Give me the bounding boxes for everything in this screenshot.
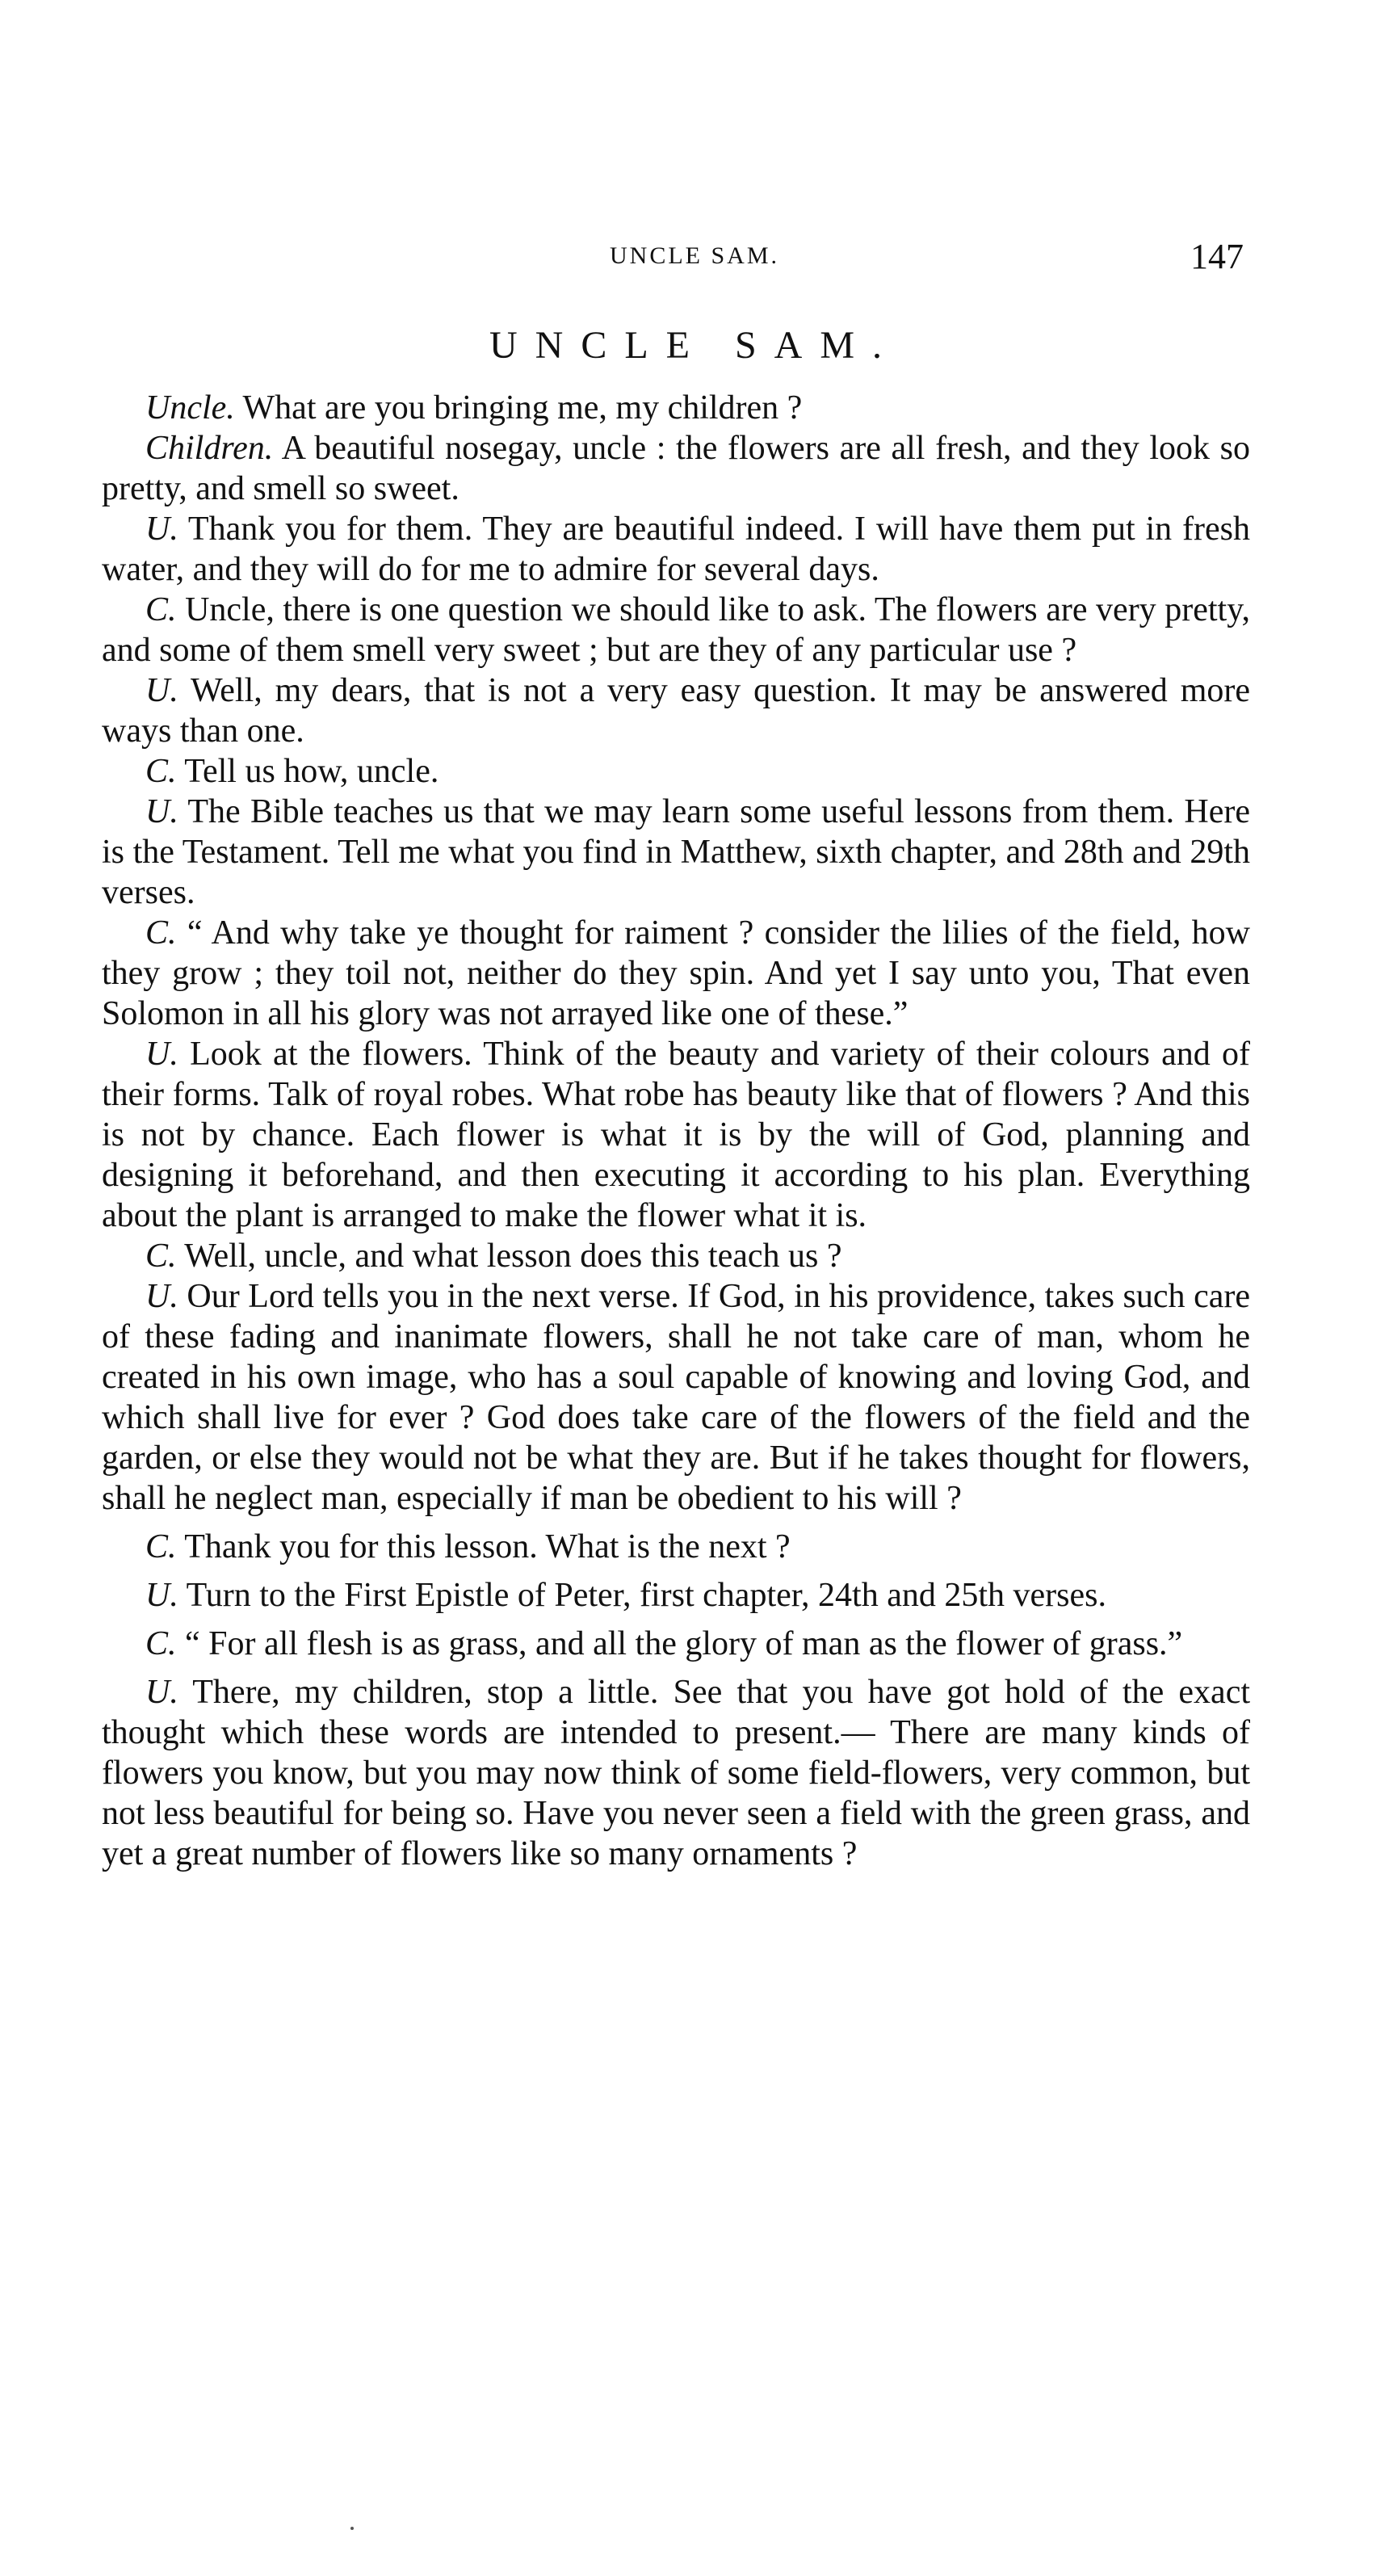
chapter-title: UNCLE SAM. (489, 324, 900, 367)
paragraph-text: There, my children, stop a little. See that you have got hold of the exact thought which these words are intended to present.— There are many kinds of flowers you know, but you may now think of some field-flowers, very common, but not less beautiful for being so. Have you never seen a field with the green grass, and yet a great number of flowers like so many ornaments ? (102, 1674, 1250, 1872)
paragraph-text: Uncle, there is one question we should like to ask. The flowers are very pretty, and some of them smell very sweet ; but are they of any particular use ? (102, 591, 1250, 669)
page-header (0, 236, 1389, 284)
paragraph (102, 670, 1250, 751)
page-number: 147 (1190, 237, 1244, 276)
speaker-label: C. (145, 1625, 177, 1662)
paragraph-text: Tell us how, uncle. (176, 753, 439, 790)
speaker-label: U. (145, 511, 178, 548)
paragraph-text: Our Lord tells you in the next verse. If God, in his providence, takes such care of these fading and inanimate flowers, shall he not take care of man, whom he created in his own image, who has a soul capable of knowing and loving God, and which shall live for ever ? God does take care of the flowers of the field and the garden, or else they would not be what they are. But if he takes thought for flowers, shall he neglect man, especially if man be obedient to his will ? (102, 1278, 1250, 1517)
speaker-label: C. (145, 1238, 177, 1275)
speaker-label: U. (145, 1577, 178, 1614)
paragraph-text: A beautiful nosegay, uncle : the flowers are all fresh, and they look so pretty, and smell so sweet. (102, 430, 1250, 507)
paragraph (102, 1672, 1250, 1874)
paragraph-text: “ For all flesh is as grass, and all the glory of man as the flower of grass.” (176, 1625, 1183, 1662)
paragraph-text: What are you bringing me, my children ? (234, 389, 803, 427)
speaker-label: Uncle. (145, 389, 235, 427)
print-speck (350, 2527, 354, 2530)
paragraph (102, 590, 1250, 670)
paragraph-text: Thank you for them. They are beautiful indeed. I will have them put in fresh water, and they will do for me to admire for several days. (102, 511, 1250, 588)
speaker-label: U. (145, 793, 178, 830)
dialogue-body (102, 388, 1250, 1874)
paragraph-text: Look at the flowers. Think of the beauty and variety of their colours and of their forms. Talk of royal robes. What robe has beauty like that of flowers ? And this is not by chance. Each flower is what it is by the will of God, planning and designing it beforehand, and then executing it according to his plan. Everything about the plant is arranged to make the flower what it is. (102, 1036, 1250, 1234)
speaker-label: C. (145, 914, 177, 952)
speaker-label: Children. (145, 430, 274, 467)
paragraph-text: Well, uncle, and what lesson does this teach us ? (176, 1238, 842, 1275)
paragraph (102, 1034, 1250, 1236)
paragraph (102, 792, 1250, 913)
speaker-label: C. (145, 591, 177, 628)
paragraph-text: “ And why take ye thought for raiment ? consider the lilies of the field, how they grow ; they toil not, neither do they spin. And yet I say unto you, That even Solomon in all his glory was not arrayed like one of these.” (102, 914, 1250, 1032)
speaker-label: U. (145, 1278, 178, 1315)
paragraph (102, 1527, 1250, 1567)
speaker-label: U. (145, 1674, 178, 1711)
paragraph (102, 1276, 1250, 1519)
paragraph (102, 751, 1250, 792)
running-title: UNCLE SAM. (609, 242, 779, 269)
paragraph (102, 388, 1250, 428)
speaker-label: C. (145, 753, 177, 790)
paragraph (102, 1624, 1250, 1664)
speaker-label: U. (145, 672, 178, 709)
paragraph-text: Well, my dears, that is not a very easy question. It may be answered more ways than one. (102, 672, 1250, 750)
paragraph (102, 1575, 1250, 1616)
paragraph (102, 509, 1250, 590)
paragraph (102, 913, 1250, 1034)
paragraph-text: Turn to the First Epistle of Peter, first chapter, 24th and 25th verses. (178, 1577, 1106, 1614)
speaker-label: C. (145, 1528, 177, 1565)
speaker-label: U. (145, 1036, 178, 1073)
paragraph (102, 1236, 1250, 1276)
paragraph-text: Thank you for this lesson. What is the next ? (176, 1528, 791, 1565)
paragraph (102, 428, 1250, 509)
paragraph-text: The Bible teaches us that we may learn some useful lessons from them. Here is the Testament. Tell me what you find in Matthew, sixth chapter, and 28th and 29th verses. (102, 793, 1250, 911)
